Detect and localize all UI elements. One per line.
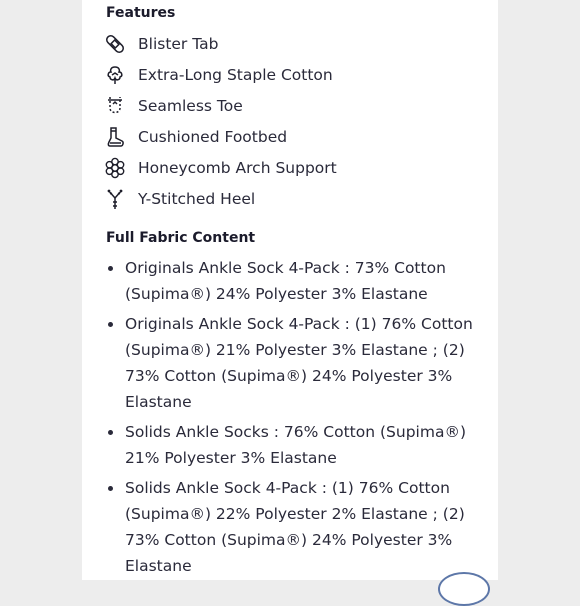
feature-label: Honeycomb Arch Support: [138, 159, 337, 177]
feature-label: Seamless Toe: [138, 97, 243, 115]
seamless-toe-icon: [102, 94, 128, 118]
fabric-content-list: [106, 255, 486, 580]
bandage-icon: [102, 32, 128, 56]
list-item: [106, 419, 486, 471]
fabric-item-text: Solids Ankle Sock 4-Pack : (1) 76% Cotton (Supima®) 22% Polyester 2% Elastane ; (2) 73% Cotton (Supima®) 24% Polyester 3% Elastane: [125, 479, 465, 575]
list-item: [106, 255, 486, 307]
fabric-item-text: Originals Ankle Sock 4-Pack : (1) 76% Cotton (Supima®) 21% Polyester 3% Elastane ; (2) 73% Cotton (Supima®) 24% Polyester 3% Elastane: [125, 315, 473, 411]
features-heading: Features: [106, 5, 176, 21]
list-item: [106, 311, 486, 415]
feature-label: Blister Tab: [138, 35, 219, 53]
honeycomb-icon: [102, 156, 128, 180]
bullet-icon: [108, 322, 113, 327]
list-item: [106, 475, 486, 579]
feature-y-stitched-heel: [102, 186, 482, 212]
bullet-icon: [108, 486, 113, 491]
cotton-boll-icon: [102, 63, 128, 87]
feature-staple-cotton: [102, 62, 482, 88]
fabric-content-heading: Full Fabric Content: [106, 230, 256, 246]
feature-seamless-toe: [102, 93, 482, 119]
feature-honeycomb-arch: [102, 155, 482, 181]
fabric-item-text: Solids Ankle Socks : 76% Cotton (Supima®) 21% Polyester 3% Elastane: [125, 423, 466, 467]
feature-label: Y-Stitched Heel: [138, 190, 256, 208]
bullet-icon: [108, 266, 113, 271]
fabric-item-text: Originals Ankle Sock 4-Pack : 73% Cotton (Supima®) 24% Polyester 3% Elastane: [125, 259, 446, 303]
product-details-panel: [82, 0, 498, 580]
floating-action-button[interactable]: [438, 572, 490, 606]
feature-label: Cushioned Footbed: [138, 128, 288, 146]
feature-blister-tab: [102, 31, 482, 57]
bullet-icon: [108, 430, 113, 435]
sock-icon: [102, 125, 128, 149]
y-stitch-icon: [102, 187, 128, 211]
feature-cushioned-footbed: [102, 124, 482, 150]
feature-label: Extra-Long Staple Cotton: [138, 66, 333, 84]
